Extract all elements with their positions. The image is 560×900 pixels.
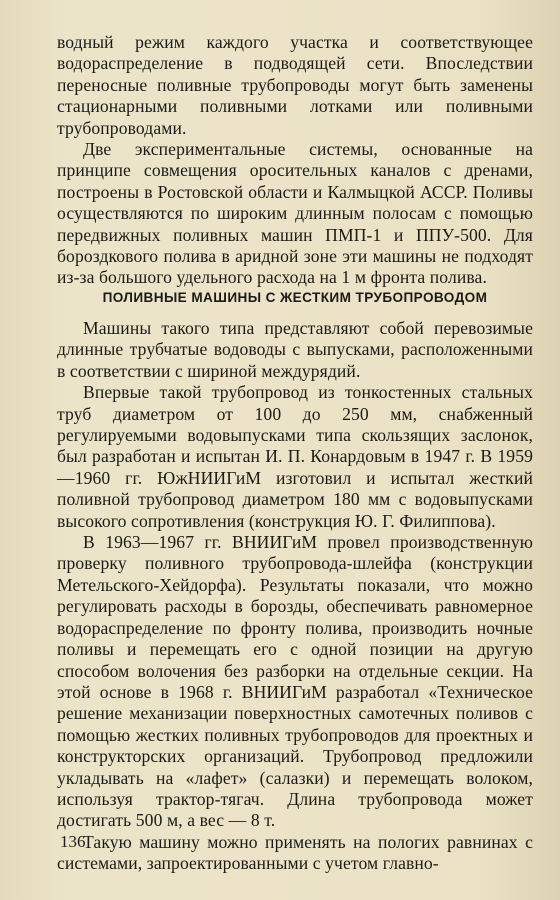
page-number: 136 [60, 832, 86, 851]
section-heading: ПОЛИВНЫЕ МАШИНЫ С ЖЕСТКИМ ТРУБОПРОВОДОМ [102, 290, 488, 305]
paragraph: Машины такого типа представляют собой перевозимые длинные трубчатые водоводы с выпусками, расположенными в соответствии с шириной междурядий. [57, 318, 533, 381]
paragraph: В 1963—1967 гг. ВНИИГиМ провел производственную проверку поливного трубопровода-шлейфа (конструкции Метельского-Хейдорфа). Результаты показали, что можно регулировать расходы в борозды, обеспечивать равномерное водораспределение по фронту полива, производить ночные поливы и перемещать его с одной позиции на другую способом волочения без разборки на отдельные секции. На этой основе в 1968 г. ВНИИГиМ разработал «Техническое решение механизации поверхностных самотечных поливов с помощью жестких поливных трубопроводов для проектных и конструкторских организаций. Трубопровод предложили укладывать на «лафет» (салазки) и перемещать волоком, используя трактор-тягач. Длина трубопровода может достигать 500 м, а вес — 8 т. [57, 532, 533, 831]
text-block-main [57, 318, 533, 875]
text-block-top [57, 32, 533, 289]
paragraph: Впервые такой трубопровод из тонкостенных стальных труб диаметром от 100 до 250 мм, снабженный регулируемыми водовыпусками типа скользящих заслонок, был разработан и испытан И. П. Конардовым в 1947 г. В 1959—1960 гг. ЮжНИИГиМ изготовил и испытал жесткий поливной трубопровод диаметром 180 мм с водовыпусками высокого сопротивления (конструкция Ю. Г. Филиппова). [57, 382, 533, 531]
paragraph: Две экспериментальные системы, основанные на принципе совмещения оросительных каналов с дренами, построены в Ростовской области и Калмыцкой АССР. Поливы осуществляются по широким длинным полосам с помощью передвижных поливных машин ПМП-1 и ППУ-500. Для бороздкового полива в аридной зоне эти машины не подходят из-за большого удельного расхода на 1 м фронта полива. [57, 139, 533, 288]
paragraph: водный режим каждого участка и соответствующее водораспределение в подводящей сети. Впоследствии переносные поливные трубопроводы могут быть заменены стационарными поливными лотками или поливными трубопроводами. [57, 32, 533, 138]
paragraph: Такую машину можно применять на пологих равнинах с системами, запроектированными с учетом главно- [57, 831, 533, 874]
